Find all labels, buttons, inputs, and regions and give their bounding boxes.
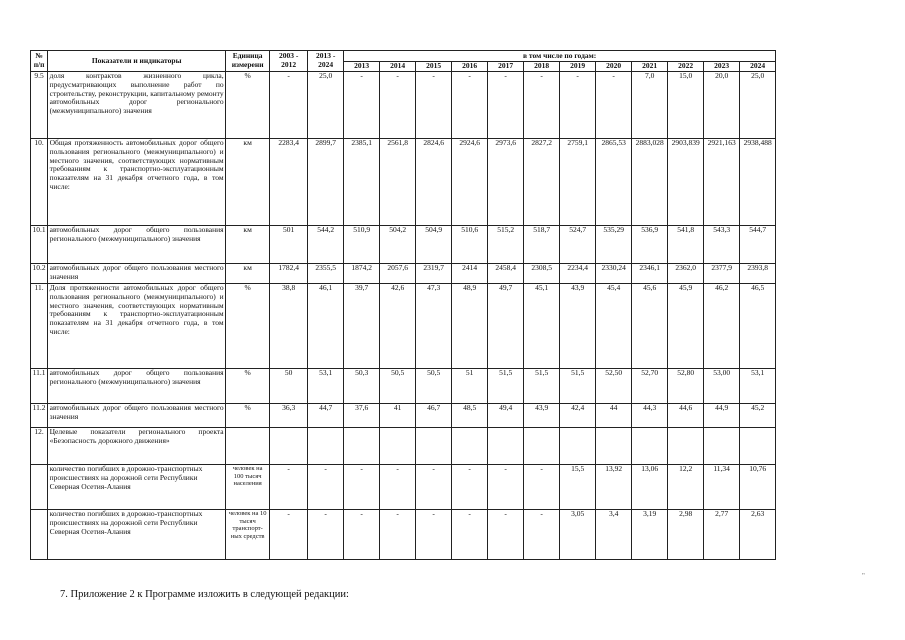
year-value-cell: 2938,488 bbox=[740, 139, 776, 226]
period-2003-2012-cell: 38,8 bbox=[270, 284, 308, 369]
year-value-cell: 46,2 bbox=[704, 284, 740, 369]
period-2013-2024-cell: 2899,7 bbox=[308, 139, 344, 226]
period-2003-2012-cell: 36,3 bbox=[270, 404, 308, 428]
year-value-cell: - bbox=[452, 465, 488, 510]
unit-cell: % bbox=[226, 369, 270, 404]
year-value-cell: 51 bbox=[452, 369, 488, 404]
header-year: 2015 bbox=[416, 62, 452, 72]
header-year: 2022 bbox=[668, 62, 704, 72]
year-value-cell: 45,4 bbox=[596, 284, 632, 369]
unit-cell: км bbox=[226, 139, 270, 226]
year-value-cell: 12,2 bbox=[668, 465, 704, 510]
unit-cell: % bbox=[226, 284, 270, 369]
footer-instruction: 7. Приложение 2 к Программе изложить в следующей редакции: bbox=[60, 589, 349, 600]
unit-cell: человек на 100 тысяч населения bbox=[226, 465, 270, 510]
year-value-cell: - bbox=[416, 465, 452, 510]
year-value-cell: 2921,163 bbox=[704, 139, 740, 226]
row-number bbox=[31, 465, 48, 510]
year-value-cell: 52,50 bbox=[596, 369, 632, 404]
year-value-cell: - bbox=[380, 465, 416, 510]
table-row bbox=[31, 428, 776, 465]
year-value-cell: 47,3 bbox=[416, 284, 452, 369]
period-2003-2012-cell: - bbox=[270, 465, 308, 510]
year-value-cell: 510,9 bbox=[344, 226, 380, 264]
header-year: 2017 bbox=[488, 62, 524, 72]
year-value-cell: 1874,2 bbox=[344, 264, 380, 284]
year-value-cell: 49,7 bbox=[488, 284, 524, 369]
unit-cell bbox=[226, 428, 270, 465]
year-value-cell: 50,5 bbox=[380, 369, 416, 404]
year-value-cell: 3,19 bbox=[632, 510, 668, 560]
indicator-text: автомобильных дорог общего пользования местного значения bbox=[48, 404, 226, 428]
header-period-2: 2013 - 2024 bbox=[308, 51, 344, 72]
year-value-cell: 50,3 bbox=[344, 369, 380, 404]
year-value-cell: 3,05 bbox=[560, 510, 596, 560]
year-value-cell: 45,2 bbox=[740, 404, 776, 428]
year-value-cell: 15,0 bbox=[668, 72, 704, 139]
year-value-cell: 2234,4 bbox=[560, 264, 596, 284]
year-value-cell bbox=[740, 428, 776, 465]
year-value-cell: 510,6 bbox=[452, 226, 488, 264]
header-year: 2021 bbox=[632, 62, 668, 72]
period-2013-2024-cell: 25,0 bbox=[308, 72, 344, 139]
year-value-cell: - bbox=[524, 72, 560, 139]
period-2003-2012-cell: 501 bbox=[270, 226, 308, 264]
table-row bbox=[31, 264, 776, 284]
year-value-cell: 2377,9 bbox=[704, 264, 740, 284]
year-value-cell: 42,4 bbox=[560, 404, 596, 428]
year-value-cell: - bbox=[344, 72, 380, 139]
year-value-cell: 46,7 bbox=[416, 404, 452, 428]
year-value-cell: - bbox=[344, 465, 380, 510]
unit-cell: км bbox=[226, 226, 270, 264]
header-year: 2018 bbox=[524, 62, 560, 72]
row-number: 11.1 bbox=[31, 369, 48, 404]
corner-mark: " bbox=[862, 572, 865, 580]
year-value-cell: 44 bbox=[596, 404, 632, 428]
year-value-cell bbox=[668, 428, 704, 465]
period-2003-2012-cell: 50 bbox=[270, 369, 308, 404]
year-value-cell: 51,5 bbox=[524, 369, 560, 404]
unit-cell: человек на 10 тысяч транспорт-ных средств bbox=[226, 510, 270, 560]
period-2013-2024-cell: 53,1 bbox=[308, 369, 344, 404]
year-value-cell: 20,0 bbox=[704, 72, 740, 139]
year-value-cell: 2057,6 bbox=[380, 264, 416, 284]
year-value-cell: 541,8 bbox=[668, 226, 704, 264]
table-row bbox=[31, 404, 776, 428]
year-value-cell: - bbox=[488, 510, 524, 560]
year-value-cell: 2973,6 bbox=[488, 139, 524, 226]
row-number: 10. bbox=[31, 139, 48, 226]
period-2013-2024-cell bbox=[308, 428, 344, 465]
year-value-cell bbox=[416, 428, 452, 465]
year-value-cell: - bbox=[524, 465, 560, 510]
year-value-cell: 39,7 bbox=[344, 284, 380, 369]
year-value-cell: 2924,6 bbox=[452, 139, 488, 226]
header-by-years: в том числе по годам: bbox=[344, 51, 776, 62]
year-value-cell: 524,7 bbox=[560, 226, 596, 264]
table-row bbox=[31, 139, 776, 226]
year-value-cell: 515,2 bbox=[488, 226, 524, 264]
year-value-cell: 44,9 bbox=[704, 404, 740, 428]
year-value-cell: - bbox=[452, 72, 488, 139]
year-value-cell: 51,5 bbox=[560, 369, 596, 404]
table-row bbox=[31, 465, 776, 510]
year-value-cell: 2308,5 bbox=[524, 264, 560, 284]
year-value-cell: 53,00 bbox=[704, 369, 740, 404]
row-number bbox=[31, 510, 48, 560]
unit-cell: км bbox=[226, 264, 270, 284]
indicator-text: автомобильных дорог общего пользования регионального (межмуниципального) значения bbox=[48, 369, 226, 404]
year-value-cell: 2393,8 bbox=[740, 264, 776, 284]
year-value-cell: - bbox=[452, 510, 488, 560]
year-value-cell: - bbox=[344, 510, 380, 560]
year-value-cell: 45,1 bbox=[524, 284, 560, 369]
year-value-cell: 544,7 bbox=[740, 226, 776, 264]
row-number: 11. bbox=[31, 284, 48, 369]
header-year: 2016 bbox=[452, 62, 488, 72]
table-row bbox=[31, 284, 776, 369]
header-year: 2019 bbox=[560, 62, 596, 72]
year-value-cell: 518,7 bbox=[524, 226, 560, 264]
year-value-cell: 37,6 bbox=[344, 404, 380, 428]
year-value-cell: 3,4 bbox=[596, 510, 632, 560]
row-number: 10.2 bbox=[31, 264, 48, 284]
indicator-text: автомобильных дорог общего пользования местного значения bbox=[48, 264, 226, 284]
period-2013-2024-cell: 544,2 bbox=[308, 226, 344, 264]
year-value-cell: - bbox=[416, 72, 452, 139]
year-value-cell: 2458,4 bbox=[488, 264, 524, 284]
year-value-cell: 52,80 bbox=[668, 369, 704, 404]
year-value-cell: 52,70 bbox=[632, 369, 668, 404]
year-value-cell: 44,3 bbox=[632, 404, 668, 428]
period-2003-2012-cell: - bbox=[270, 72, 308, 139]
year-value-cell: 2362,0 bbox=[668, 264, 704, 284]
year-value-cell: - bbox=[488, 72, 524, 139]
year-value-cell: 2827,2 bbox=[524, 139, 560, 226]
year-value-cell: 44,6 bbox=[668, 404, 704, 428]
year-value-cell bbox=[380, 428, 416, 465]
year-value-cell: 45,6 bbox=[632, 284, 668, 369]
period-2013-2024-cell: 46,1 bbox=[308, 284, 344, 369]
year-value-cell: 504,2 bbox=[380, 226, 416, 264]
year-value-cell: 10,76 bbox=[740, 465, 776, 510]
period-2003-2012-cell: 1782,4 bbox=[270, 264, 308, 284]
indicator-text: Доля протяженности автомобильных дорог общего пользования регионального (межмуниципального) и местного значения, соответствующих нормативным требованиям к транспортно-эксплуатационным показателям на 31 декабря отчетного года, в том числе: bbox=[48, 284, 226, 369]
period-2003-2012-cell: - bbox=[270, 510, 308, 560]
year-value-cell bbox=[452, 428, 488, 465]
header-year: 2013 bbox=[344, 62, 380, 72]
indicators-table bbox=[30, 50, 776, 560]
year-value-cell: 535,29 bbox=[596, 226, 632, 264]
row-number: 9.5 bbox=[31, 72, 48, 139]
table-row bbox=[31, 369, 776, 404]
year-value-cell: 2,77 bbox=[704, 510, 740, 560]
table-row bbox=[31, 72, 776, 139]
year-value-cell: - bbox=[416, 510, 452, 560]
year-value-cell: 15,5 bbox=[560, 465, 596, 510]
period-2013-2024-cell: 44,7 bbox=[308, 404, 344, 428]
header-period-1: 2003 - 2012 bbox=[270, 51, 308, 72]
unit-cell: % bbox=[226, 404, 270, 428]
row-number: 11.2 bbox=[31, 404, 48, 428]
table-row bbox=[31, 226, 776, 264]
year-value-cell: 2346,1 bbox=[632, 264, 668, 284]
year-value-cell bbox=[524, 428, 560, 465]
year-value-cell: 504,9 bbox=[416, 226, 452, 264]
year-value-cell: 13,92 bbox=[596, 465, 632, 510]
year-value-cell: - bbox=[524, 510, 560, 560]
year-value-cell: 2330,24 bbox=[596, 264, 632, 284]
year-value-cell bbox=[632, 428, 668, 465]
year-value-cell: 2865,53 bbox=[596, 139, 632, 226]
table-row bbox=[31, 510, 776, 560]
header-unit: Единица измерени bbox=[226, 51, 270, 72]
indicator-text: количество погибших в дорожно-транспортных происшествиях на дорожной сети Республики Северная Осетия-Алания bbox=[48, 510, 226, 560]
year-value-cell: 41 bbox=[380, 404, 416, 428]
year-value-cell: - bbox=[380, 510, 416, 560]
year-value-cell: 2759,1 bbox=[560, 139, 596, 226]
year-value-cell: - bbox=[380, 72, 416, 139]
year-value-cell: 42,6 bbox=[380, 284, 416, 369]
year-value-cell bbox=[596, 428, 632, 465]
year-value-cell: 536,9 bbox=[632, 226, 668, 264]
header-num: № п/п bbox=[31, 51, 48, 72]
year-value-cell: 2883,028 bbox=[632, 139, 668, 226]
year-value-cell: - bbox=[560, 72, 596, 139]
header-year: 2023 bbox=[704, 62, 740, 72]
year-value-cell: - bbox=[488, 465, 524, 510]
period-2013-2024-cell: - bbox=[308, 510, 344, 560]
year-value-cell bbox=[704, 428, 740, 465]
year-value-cell: 48,5 bbox=[452, 404, 488, 428]
header-year: 2024 bbox=[740, 62, 776, 72]
year-value-cell: 48,9 bbox=[452, 284, 488, 369]
indicator-text: количество погибших в дорожно-транспортных происшествиях на дорожной сети Республики Северная Осетия-Алания bbox=[48, 465, 226, 510]
year-value-cell: 50,5 bbox=[416, 369, 452, 404]
year-value-cell bbox=[488, 428, 524, 465]
indicator-text: автомобильных дорог общего пользования регионального (межмуниципального) значения bbox=[48, 226, 226, 264]
header-indicator: Показатели и индикаторы bbox=[48, 51, 226, 72]
header-year: 2014 bbox=[380, 62, 416, 72]
year-value-cell: 2385,1 bbox=[344, 139, 380, 226]
unit-cell: % bbox=[226, 72, 270, 139]
year-value-cell: 2561,8 bbox=[380, 139, 416, 226]
year-value-cell: 2414 bbox=[452, 264, 488, 284]
period-2003-2012-cell bbox=[270, 428, 308, 465]
year-value-cell: 2,98 bbox=[668, 510, 704, 560]
row-number: 10.1 bbox=[31, 226, 48, 264]
year-value-cell: 46,5 bbox=[740, 284, 776, 369]
period-2003-2012-cell: 2283,4 bbox=[270, 139, 308, 226]
indicator-text: Целевые показатели регионального проекта «Безопасность дорожного движения» bbox=[48, 428, 226, 465]
year-value-cell: 2824,6 bbox=[416, 139, 452, 226]
year-value-cell: 7,0 bbox=[632, 72, 668, 139]
year-value-cell: 53,1 bbox=[740, 369, 776, 404]
year-value-cell: 49,4 bbox=[488, 404, 524, 428]
indicator-text: доля контрактов жизненного цикла, предусматривающих выполнение работ по строительству, реконструкции, капитальному ремонту автомобильных дорог регионального (межмуниципального) значения bbox=[48, 72, 226, 139]
year-value-cell bbox=[344, 428, 380, 465]
year-value-cell bbox=[560, 428, 596, 465]
year-value-cell: 543,3 bbox=[704, 226, 740, 264]
row-number: 12. bbox=[31, 428, 48, 465]
year-value-cell: 43,9 bbox=[524, 404, 560, 428]
year-value-cell: 45,9 bbox=[668, 284, 704, 369]
period-2013-2024-cell: 2355,5 bbox=[308, 264, 344, 284]
year-value-cell: 2903,839 bbox=[668, 139, 704, 226]
indicator-text: Общая протяженность автомобильных дорог общего пользования регионального (межмуниципального) и местного значения, соответствующих нормативным требованиям к транспортно-эксплуатационным показателям на 31 декабря отчетного года, в том числе: bbox=[48, 139, 226, 226]
period-2013-2024-cell: - bbox=[308, 465, 344, 510]
year-value-cell: 13,06 bbox=[632, 465, 668, 510]
year-value-cell: 11,34 bbox=[704, 465, 740, 510]
year-value-cell: 43,9 bbox=[560, 284, 596, 369]
year-value-cell: - bbox=[596, 72, 632, 139]
header-year: 2020 bbox=[596, 62, 632, 72]
year-value-cell: 51,5 bbox=[488, 369, 524, 404]
year-value-cell: 2,63 bbox=[740, 510, 776, 560]
year-value-cell: 25,0 bbox=[740, 72, 776, 139]
year-value-cell: 2319,7 bbox=[416, 264, 452, 284]
